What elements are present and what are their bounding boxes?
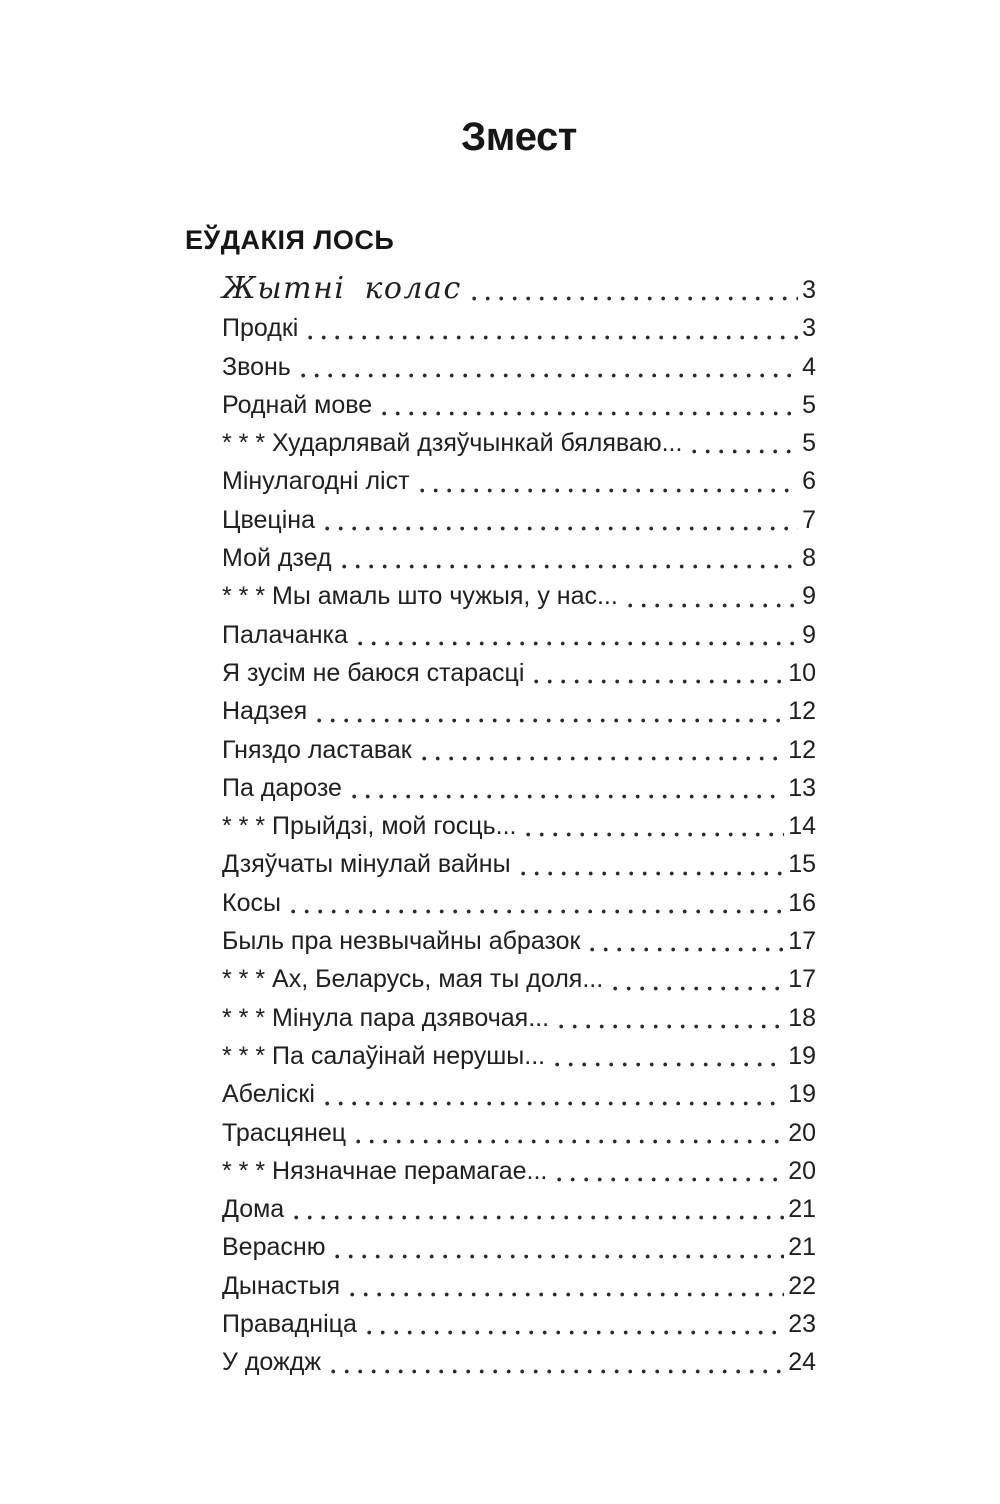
toc-entry-title: Абеліскі <box>222 1080 315 1109</box>
toc-entry-page: 13 <box>788 773 816 802</box>
toc-entry-title: Дома <box>222 1195 285 1224</box>
toc-entry-page: 14 <box>788 812 816 841</box>
toc-entry-page: 16 <box>788 888 816 917</box>
toc-entry-page: 21 <box>788 1195 816 1224</box>
toc-leader-dots <box>422 756 784 761</box>
toc-entry <box>222 1228 816 1266</box>
toc-entry <box>222 845 816 883</box>
toc-entry-page: 17 <box>788 927 816 956</box>
toc-entry <box>222 922 816 960</box>
toc-entry <box>222 884 816 922</box>
toc-entry-page: 9 <box>802 582 816 611</box>
toc-entry-title: У дождж <box>222 1348 322 1377</box>
toc-entry-title: Гняздо ластавак <box>222 735 412 764</box>
toc-entry-title: Жытні колас <box>222 271 462 306</box>
toc-leader-dots <box>420 488 799 493</box>
toc-leader-dots <box>317 718 784 723</box>
toc-entry <box>222 1190 816 1228</box>
toc-leader-dots <box>628 603 798 608</box>
toc-leader-dots <box>521 871 785 876</box>
toc-entry-title: Палачанка <box>222 620 348 649</box>
toc-entry-page: 8 <box>802 544 816 573</box>
toc-entry-page: 23 <box>788 1310 816 1339</box>
toc-leader-dots <box>294 1215 784 1220</box>
toc-entry <box>222 462 816 500</box>
toc-entry-page: 3 <box>802 276 816 304</box>
toc-entry-title: Я зусім не баюся старасці <box>222 658 525 687</box>
toc-entry <box>222 807 816 845</box>
toc-entry-page: 9 <box>802 620 816 649</box>
toc-leader-dots <box>350 1292 784 1297</box>
toc-entry <box>222 1305 816 1343</box>
toc-entry <box>222 501 816 539</box>
toc-entry-page: 20 <box>788 1118 816 1147</box>
toc-leader-dots <box>590 947 784 952</box>
toc-entry-page: 17 <box>788 965 816 994</box>
toc-leader-dots <box>613 986 784 991</box>
toc-entry <box>222 270 816 309</box>
toc-entry-page: 10 <box>788 658 816 687</box>
toc-entry <box>222 654 816 692</box>
toc-entry-title: Косы <box>222 888 281 917</box>
toc-entry-page: 7 <box>802 505 816 534</box>
toc-entry-page: 21 <box>788 1233 816 1262</box>
toc-entry-page: 22 <box>788 1271 816 1300</box>
toc-leader-dots <box>301 373 798 378</box>
toc-entry-page: 5 <box>802 390 816 419</box>
toc-entry-title: * * * Па салаўінай нерушы... <box>222 1041 546 1070</box>
toc-entry <box>222 616 816 654</box>
toc-entry <box>222 731 816 769</box>
toc-entry-title: Цвеціна <box>222 505 315 534</box>
toc-entry <box>222 539 816 577</box>
toc-entry-page: 19 <box>788 1041 816 1070</box>
toc-entry-title: Дзяўчаты мінулай вайны <box>222 850 511 879</box>
toc-entry <box>222 999 816 1037</box>
toc-entry-page: 6 <box>802 467 816 496</box>
toc-entry-title: * * * Мінула пара дзявочая... <box>222 1003 550 1032</box>
toc-entry <box>222 577 816 615</box>
toc-entry-title: * * * Хударлявай дзяўчынкай бяляваю... <box>222 429 683 458</box>
toc-entry <box>222 960 816 998</box>
toc-entry <box>222 1075 816 1113</box>
toc-entry-page: 5 <box>802 429 816 458</box>
toc-entry-page: 20 <box>788 1156 816 1185</box>
toc-leader-dots <box>356 1139 784 1144</box>
toc-entry <box>222 424 816 462</box>
toc-leader-dots <box>325 1101 784 1106</box>
toc-entry-title: Па дарозе <box>222 773 342 802</box>
page-title: Змест <box>461 115 577 159</box>
toc-entry-title: Правадніца <box>222 1310 357 1339</box>
toc-entry-page: 12 <box>788 697 816 726</box>
toc-entry <box>222 692 816 730</box>
toc-leader-dots <box>352 794 784 799</box>
toc-leader-dots <box>557 1177 784 1182</box>
toc-leader-dots <box>534 679 784 684</box>
toc-entry-title: * * * Мы амаль што чужыя, у нас... <box>222 582 618 611</box>
toc-leader-dots <box>308 335 798 340</box>
toc-entry <box>222 1114 816 1152</box>
toc-leader-dots <box>692 449 798 454</box>
toc-entry-title: * * * Ах, Беларусь, мая ты доля... <box>222 965 604 994</box>
toc-entry-title: Быль пра незвычайны абразок <box>222 927 581 956</box>
toc-leader-dots <box>555 1062 784 1067</box>
toc-leader-dots <box>382 411 798 416</box>
toc-entry-title: * * * Прыйдзі, мой госць... <box>222 812 517 841</box>
toc-entry-page: 4 <box>802 352 816 381</box>
toc-entry <box>222 1343 816 1381</box>
toc-leader-dots <box>331 1369 784 1374</box>
toc-leader-dots <box>526 832 784 837</box>
toc-leader-dots <box>335 1254 784 1259</box>
toc-entry <box>222 386 816 424</box>
toc-entry-page: 12 <box>788 735 816 764</box>
toc-leader-dots <box>342 564 798 569</box>
toc-entry <box>222 769 816 807</box>
toc-entry-title: Продкі <box>222 314 299 343</box>
toc-entry-title: Верасню <box>222 1233 326 1262</box>
toc-entry-title: Трасцянец <box>222 1118 347 1147</box>
toc-list <box>222 270 816 1382</box>
toc-entry-page: 19 <box>788 1080 816 1109</box>
toc-entry-page: 18 <box>788 1003 816 1032</box>
author-heading: ЕЎДАКІЯ ЛОСЬ <box>185 225 395 255</box>
toc-entry-page: 3 <box>802 314 816 343</box>
toc-entry-title: Мой дзед <box>222 544 332 573</box>
toc-entry <box>222 1037 816 1075</box>
toc-entry-title: Дынастыя <box>222 1271 341 1300</box>
toc-entry-title: * * * Нязначнае перамагае... <box>222 1156 548 1185</box>
toc-leader-dots <box>472 296 798 301</box>
toc-leader-dots <box>367 1330 784 1335</box>
toc-leader-dots <box>559 1024 784 1029</box>
toc-entry-page: 15 <box>788 850 816 879</box>
toc-entry-page: 24 <box>788 1348 816 1377</box>
toc-entry-title: Роднай мове <box>222 390 373 419</box>
toc-leader-dots <box>358 641 798 646</box>
toc-leader-dots <box>291 909 784 914</box>
toc-entry <box>222 348 816 386</box>
toc-entry-title: Звонь <box>222 352 291 381</box>
toc-entry <box>222 309 816 347</box>
toc-entry-title: Мінулагодні ліст <box>222 467 410 496</box>
toc-entry <box>222 1152 816 1190</box>
toc-entry-title: Надзея <box>222 697 308 726</box>
toc-entry <box>222 1267 816 1305</box>
toc-leader-dots <box>325 526 798 531</box>
